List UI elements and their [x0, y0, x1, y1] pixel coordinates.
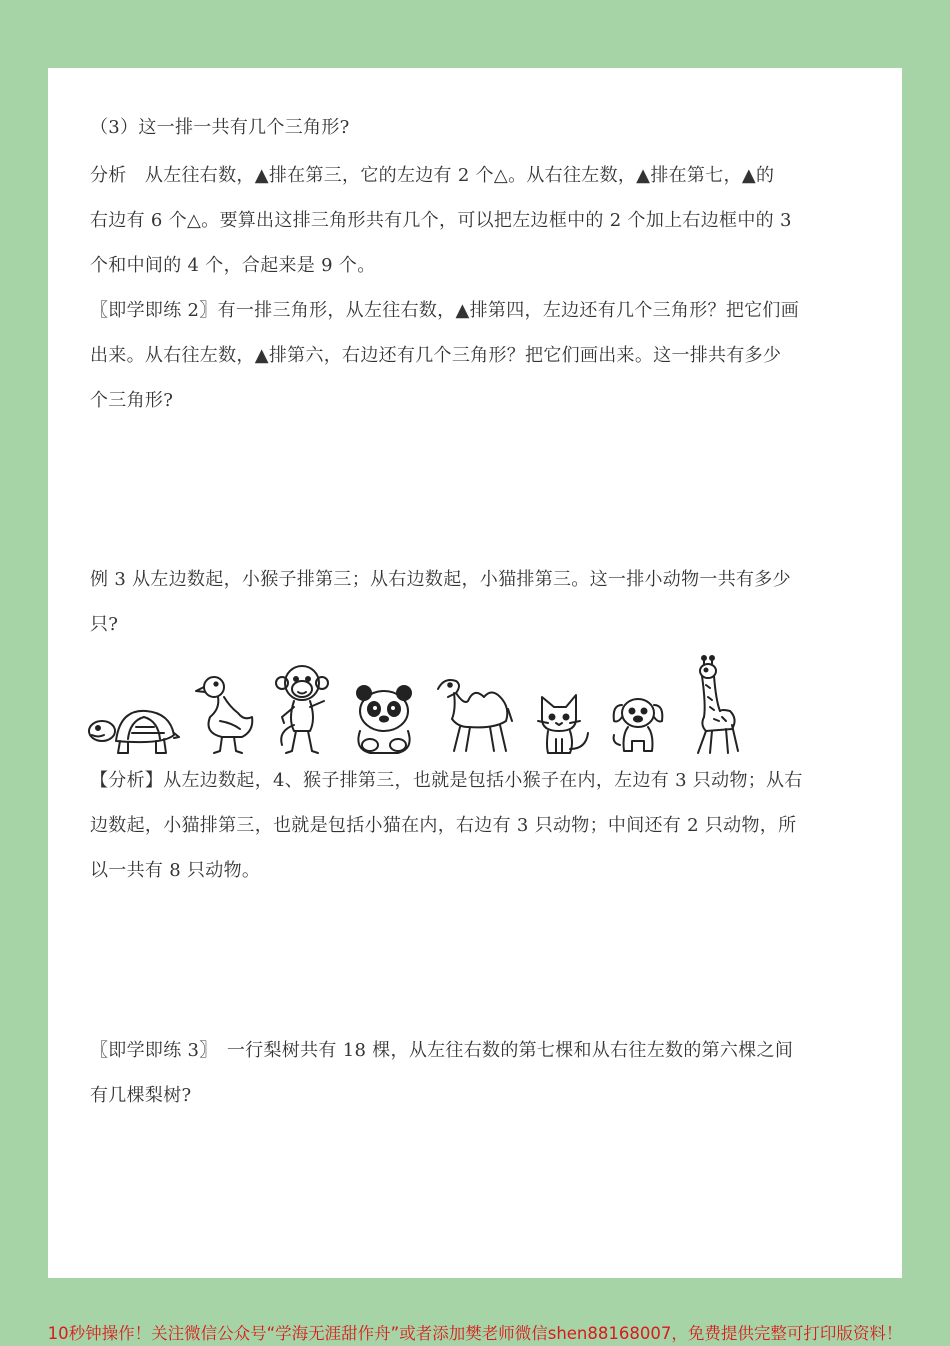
camel-icon: [434, 675, 514, 755]
panda-icon: [352, 683, 416, 755]
practice-2-line-3: 个三角形?: [90, 390, 174, 411]
analysis-1-line-2: 右边有 6 个△。要算出这排三角形共有几个，可以把左边框中的 2 个加上右边框中的 3: [90, 210, 792, 231]
cat-icon: [536, 693, 592, 755]
practice-2-line-2: 出来。从右往左数，▲排第六，右边还有几个三角形？把它们画出来。这一排共有多少: [90, 345, 782, 366]
analysis-1-line-1: 分析 从左往右数，▲排在第三，它的左边有 2 个△。从右往左数，▲排在第七，▲的: [90, 165, 775, 186]
turtle-icon: [86, 703, 180, 755]
dog-icon: [608, 695, 666, 755]
question-3-title: （3）这一排一共有几个三角形?: [90, 117, 350, 138]
document-page: [48, 68, 902, 1278]
practice-2-line-1: 〖即学即练 2〗有一排三角形，从左往右数，▲排第四，左边还有几个三角形？把它们画: [90, 300, 800, 321]
analysis-3-line-3: 以一共有 8 只动物。: [90, 860, 261, 881]
giraffe-icon: [688, 655, 740, 755]
practice-3-line-2: 有几棵梨树?: [90, 1085, 192, 1106]
analysis-3-line-1: 【分析】从左边数起，4、猴子排第三，也就是包括小猴子在内，左边有 3 只动物；从右: [90, 770, 803, 791]
example-3-line-2: 只?: [90, 614, 119, 635]
animal-row: [84, 650, 754, 755]
promo-footer: 10秒钟操作！关注微信公众号“学海无涯甜作舟”或者添加樊老师微信shen88168007，免费提供完整可打印版资料！: [47, 1324, 903, 1343]
example-3-line-1: 例 3 从左边数起，小猴子排第三；从右边数起，小猫排第三。这一排小动物一共有多少: [90, 569, 791, 590]
analysis-1-line-3: 个和中间的 4 个，合起来是 9 个。: [90, 255, 376, 276]
analysis-3-line-2: 边数起，小猫排第三，也就是包括小猫在内，右边有 3 只动物；中间还有 2 只动物，所: [90, 815, 797, 836]
practice-3-line-1: 〖即学即练 3〗 一行梨树共有 18 棵，从左往右数的第七棵和从右往左数的第六棵之间: [90, 1040, 794, 1061]
duck-icon: [194, 671, 256, 755]
monkey-icon: [274, 661, 332, 755]
